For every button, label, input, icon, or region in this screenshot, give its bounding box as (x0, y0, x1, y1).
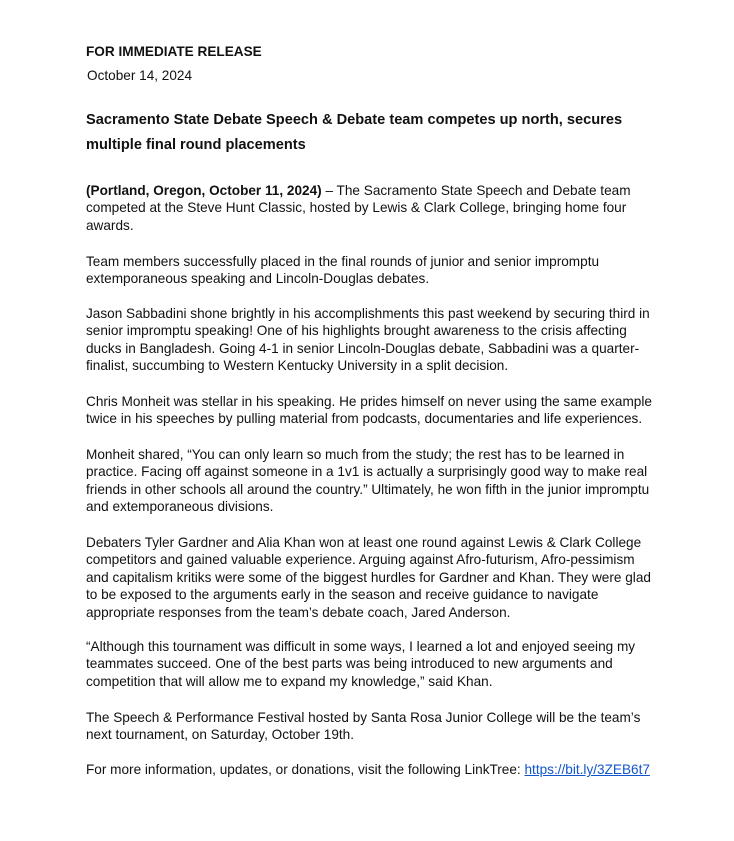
paragraph-6: Debaters Tyler Gardner and Alia Khan won at least one round against Lewis & Clark College competitors and gained valuable experience. Arguing against Afro-futurism, Afro-pessimism and capitalism kritiks were some of the biggest hurdles for Gardner and Khan. They were glad to be exposed to the arguments early in the season and receive guidance to navigate appropriate responses from the team’s debate coach, Jared Anderson. (86, 535, 651, 620)
paragraph-4: Chris Monheit was stellar in his speaking. He prides himself on never using the same example twice in his speeches by pulling material from podcasts, documentaries and life experiences. (86, 394, 652, 427)
paragraph-8: The Speech & Performance Festival hosted by Santa Rosa Junior College will be the team’s next tournament, on Saturday, October 19th. (86, 710, 641, 743)
paragraph-5: Monheit shared, “You can only learn so much from the study; the rest has to be learned in practice. Facing off against someone in a 1v1 is actually a surprisingly good way to make real friends in other schools all around the country.” Ultimately, he won fifth in the junior impromptu and extemporaneous divisions. (86, 447, 650, 515)
release-date: October 14, 2024 (87, 68, 193, 83)
paragraph-2: Team members successfully placed in the final rounds of junior and senior impromptu extemporaneous speaking and Lincoln-Douglas debates. (86, 254, 600, 287)
paragraph-7: “Although this tournament was difficult in some ways, I learned a lot and enjoyed seeing my teammates succeed. One of the best parts was being introduced to new arguments and competition that will allow me to expand my knowledge,” said Khan. (86, 639, 636, 689)
paragraph-3: Jason Sabbadini shone brightly in his accomplishments this past weekend by securing third in senior impromptu speaking! One of his highlights brought awareness to the crisis affecting ducks in Bangladesh. Going 4-1 in senior Lincoln-Douglas debate, Sabbadini was a quarter-finalist, succumbing to Western Kentucky University in a split decision. (86, 306, 650, 374)
headline: Sacramento State Debate Speech & Debate team competes up north, secures multiple final round placements (86, 112, 623, 153)
linktree-link[interactable]: https://bit.ly/3ZEB6t7 (524, 762, 650, 777)
paragraph-9 (86, 761, 654, 778)
paragraph-1 (86, 182, 654, 234)
paragraph-9-text: For more information, updates, or donations, visit the following LinkTree: (86, 762, 525, 777)
paragraph-1-text: – The Sacramento State Speech and Debate team competed at the Steve Hunt Classic, hosted by Lewis & Clark College, bringing home four awards. (86, 183, 631, 233)
release-label: FOR IMMEDIATE RELEASE (86, 44, 262, 59)
dateline: (Portland, Oregon, October 11, 2024) (86, 183, 322, 198)
